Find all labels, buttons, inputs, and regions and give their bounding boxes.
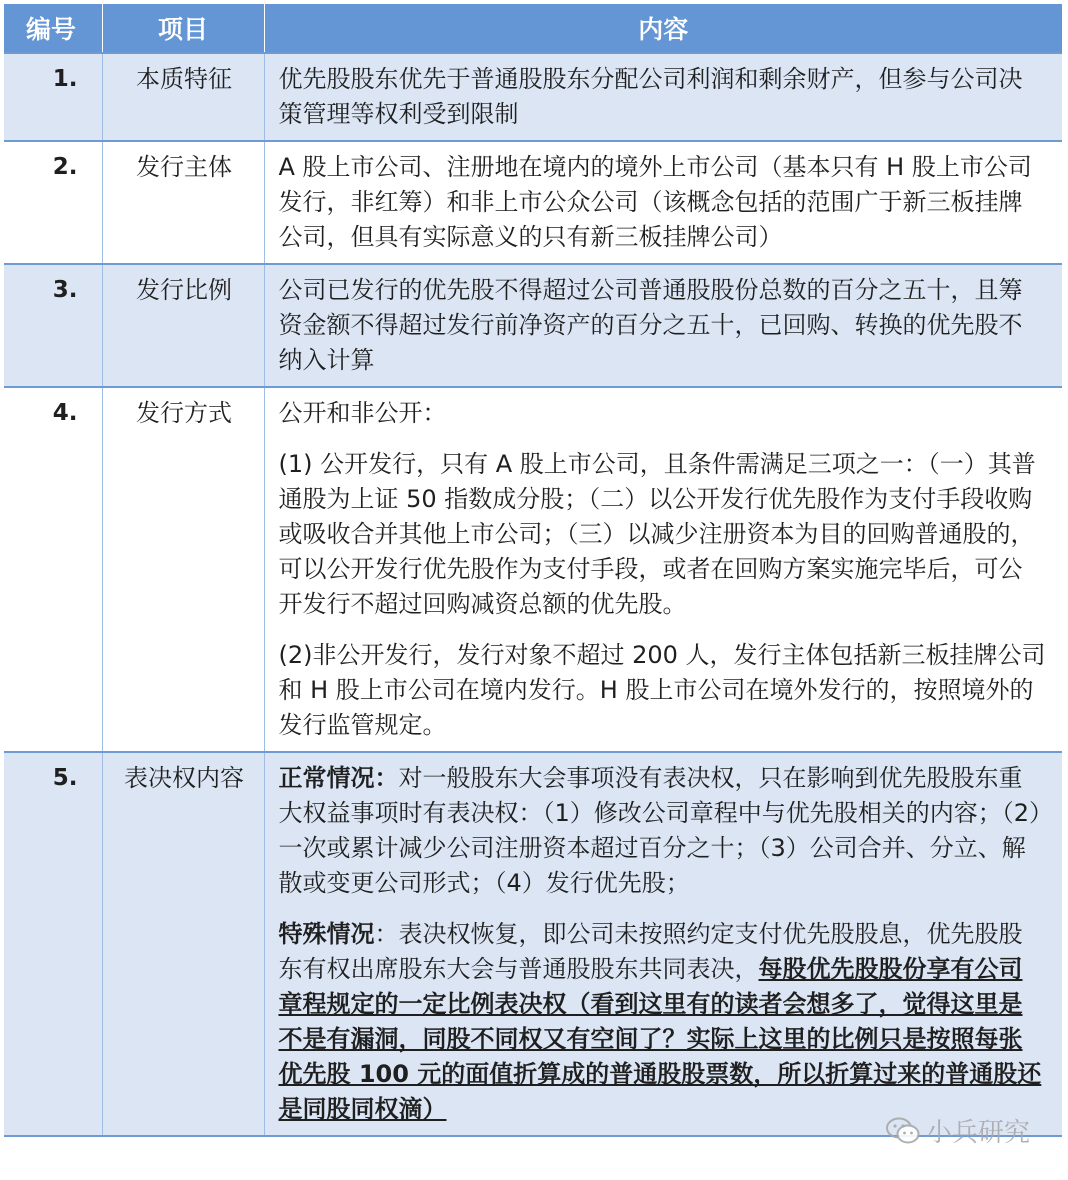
- table-row: [4, 752, 1062, 1136]
- header-num: 编号: [4, 4, 102, 53]
- watermark-text: 小兵研究: [926, 1118, 1031, 1148]
- row-item: 发行主体: [102, 141, 264, 264]
- content-paragraph: (1) 公开发行，只有 A 股上市公司，且条件需满足三项之一：（一）其普通股为上证 50 指数成分股；（二）以公开发行优先股作为支付手段收购或吸收合并其他上市公司；（三）以减少注册资本为目的回购普通股的，可以公开发行优先股作为支付手段，或者在回购方案实施完毕后，可公开发行不超过回购减资总额的优先股。: [278, 450, 1036, 618]
- preferred-stock-table-container: [4, 4, 1062, 1137]
- row-num: 2.: [4, 141, 102, 264]
- table-body: [4, 53, 1062, 1136]
- row-item: 发行比例: [102, 264, 264, 387]
- table-row: [4, 53, 1062, 141]
- special-case-label: 特殊情况: [278, 920, 375, 948]
- row-num: 1.: [4, 53, 102, 141]
- content-paragraph: [279, 917, 1047, 1127]
- row-item: 本质特征: [102, 53, 264, 141]
- content-paragraph: [279, 761, 1047, 901]
- content-paragraph: 公开和非公开：: [278, 399, 447, 427]
- content-paragraph: (2)非公开发行，发行对象不超过 200 人，发行主体包括新三板挂牌公司和 H 股上市公司在境内发行。H 股上市公司在境外发行的，按照境外的发行监管规定。: [278, 641, 1046, 739]
- row-content: [264, 53, 1062, 141]
- table-row: [4, 264, 1062, 387]
- special-case-emphasis: 每股优先股股份享有公司章程规定的一定比例表决权（看到这里有的读者会想多了，觉得这里是不是有漏洞，同股不同权又有空间了？实际上这里的比例只是按照每张优先股 100 元的面值折算成的普通股股票数，所以折算过来的普通股还是同股同权滴）: [278, 955, 1042, 1123]
- special-case-text: ：表决权恢复，即公司未按照约定支付优先股股息，优先股股东有权出席股东大会与普通股股东共同表决，: [278, 920, 1023, 983]
- row-num: 5.: [4, 752, 102, 1136]
- row-item: 表决权内容: [102, 752, 264, 1136]
- row-item: 发行方式: [102, 387, 264, 752]
- header-content: 内容: [264, 4, 1062, 53]
- header-row: [4, 4, 1062, 53]
- wechat-icon: [886, 1117, 920, 1145]
- watermark: [886, 1112, 1030, 1149]
- row-content: [264, 264, 1062, 387]
- content-paragraph: 公司已发行的优先股不得超过公司普通股股份总数的百分之五十，且筹资金额不得超过发行前净资产的百分之五十，已回购、转换的优先股不纳入计算: [278, 276, 1023, 374]
- table-row: [4, 387, 1062, 752]
- row-content: [264, 387, 1062, 752]
- row-content: [264, 752, 1062, 1136]
- table-row: [4, 141, 1062, 264]
- preferred-stock-table: [4, 4, 1062, 1137]
- table-header: [4, 4, 1062, 53]
- content-paragraph: 优先股股东优先于普通股股东分配公司利润和剩余财产，但参与公司决策管理等权利受到限制: [278, 65, 1023, 128]
- content-paragraph: A 股上市公司、注册地在境内的境外上市公司（基本只有 H 股上市公司发行，非红筹）和非上市公众公司（该概念包括的范围广于新三板挂牌公司，但具有实际意义的只有新三板挂牌公司）: [278, 153, 1032, 251]
- row-num: 3.: [4, 264, 102, 387]
- normal-case-text: 对一般股东大会事项没有表决权，只在影响到优先股股东重大权益事项时有表决权：（1）修改公司章程中与优先股相关的内容；（2）一次或累计减少公司注册资本超过百分之十；（3）公司合并、分立、解散或变更公司形式；（4）发行优先股；: [278, 764, 1042, 897]
- normal-case-label: 正常情况：: [278, 764, 399, 792]
- row-content: [264, 141, 1062, 264]
- header-item: 项目: [102, 4, 264, 53]
- row-num: 4.: [4, 387, 102, 752]
